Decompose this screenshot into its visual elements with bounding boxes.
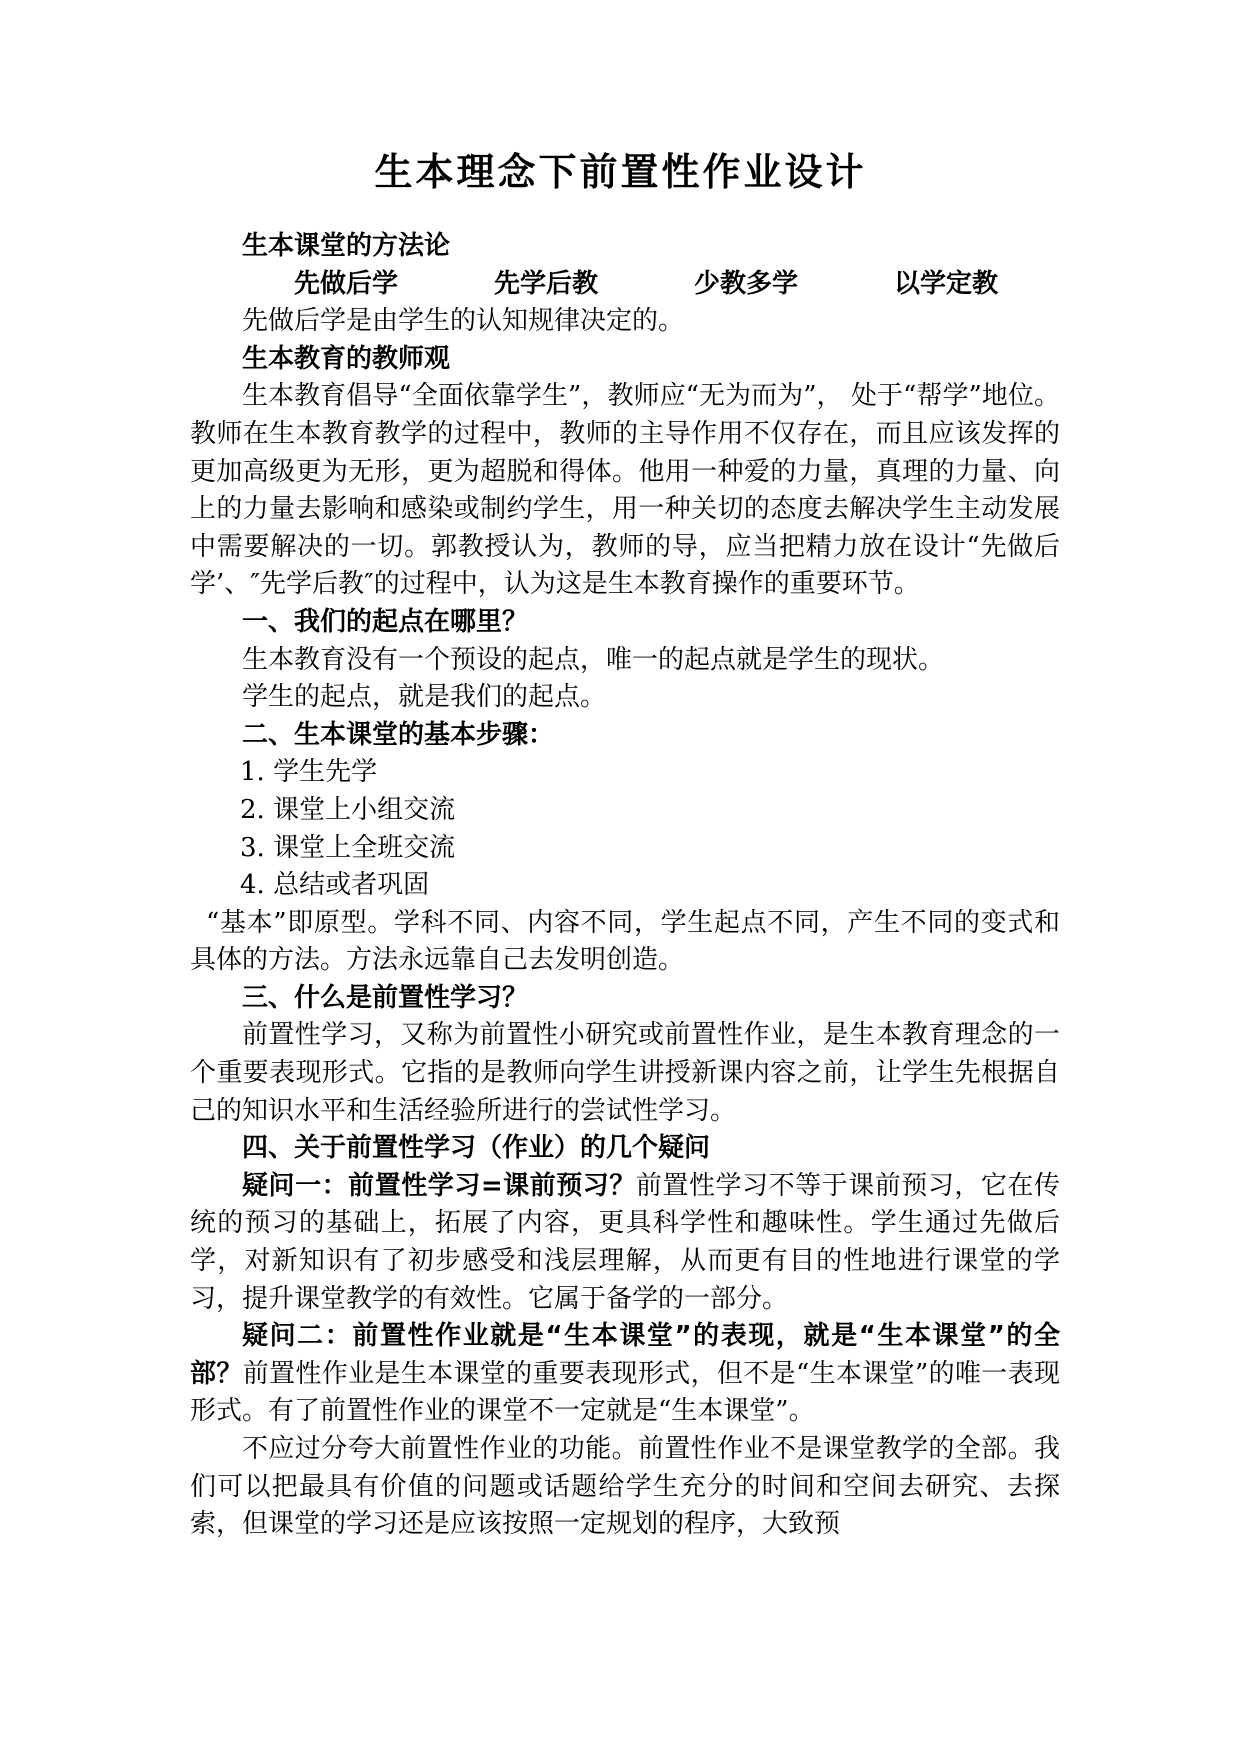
method-item: 先做后学 <box>294 268 399 299</box>
heading-section-2: 二、生本课堂的基本步骤： <box>242 719 555 750</box>
heading-section-1: 一、我们的起点在哪里？ <box>242 606 529 637</box>
method-item: 以学定教 <box>894 268 999 299</box>
question-2-text: 前置性作业是生本课堂的重要表现形式，但不是“生本课堂”的唯一表现形式。有了前置性作业的课堂不一定就是“生本课堂”。 <box>190 1358 1060 1427</box>
document-body <box>190 228 1060 1544</box>
section-1-paragraph: 学生的起点，就是我们的起点。 <box>242 682 607 713</box>
method-item: 先学后教 <box>494 268 599 299</box>
question-1 <box>190 1168 1060 1318</box>
closing-paragraph: 不应过分夸大前置性作业的功能。前置性作业不是课堂教学的全部。我们可以把最具有价值的问题或话题给学生充分的时间和空间去研究、去探索，但课堂的学习还是应该按照一定规划的程序，大致预 <box>190 1434 1060 1540</box>
question-1-text: 前置性学习不等于课前预习，它在传统的预习的基础上，拓展了内容，更具科学性和趣味性。学生通过先做后学，对新知识有了初步感受和浅层理解，从而更有目的性地进行课堂的学习，提升课堂教学的有效性。它属于备学的一部分。 <box>190 1170 1060 1314</box>
section-2-paragraph: “基本”即原型。学科不同、内容不同，学生起点不同，产生不同的变式和具体的方法。方法永远靠自己去发明创造。 <box>190 907 1060 976</box>
step-item: 3. 课堂上全班交流 <box>240 832 456 863</box>
heading-methodology: 生本课堂的方法论 <box>242 231 451 261</box>
teacher-view-paragraph: 生本教育倡导“全面依靠学生”，教师应“无为而为”， 处于“帮学”地位。教师在生本教育教学的过程中，教师的主导作用不仅存在，而且应该发挥的更加高级更为无形，更为超脱和得体。他用一种爱的力量，真理的力量、向上的力量去影响和感染或制约学生，用一种关切的态度去解决学生主动发展中需要解决的一切。郭教授认为，教师的导，应当把精力放在设计“先做后学’、″先学后教″的过程中，认为这是生本教育操作的重要环节。 <box>190 381 1060 600</box>
step-item: 2. 课堂上小组交流 <box>240 794 456 825</box>
question-2-label: 疑问二：前置性作业就是“生本课堂”的表现，就是“生本课堂”的全部？ <box>190 1321 1060 1389</box>
method-item: 少教多学 <box>694 268 799 299</box>
section-1-paragraph: 生本教育没有一个预设的起点，唯一的起点就是学生的现状。 <box>242 644 945 675</box>
question-1-label: 疑问一：前置性学习=课前预习？ <box>242 1170 636 1201</box>
section-3-paragraph: 前置性学习，又称为前置性小研究或前置性作业，是生本教育理念的一个重要表现形式。它指的是教师向学生讲授新课内容之前，让学生先根据自己的知识水平和生活经验所进行的尝试性学习。 <box>190 1020 1060 1126</box>
question-2 <box>190 1318 1060 1431</box>
step-item: 1. 学生先学 <box>240 757 378 788</box>
methods-line <box>190 266 1060 304</box>
heading-section-3: 三、什么是前置性学习？ <box>242 982 529 1013</box>
step-item: 4. 总结或者巩固 <box>240 870 430 901</box>
heading-teacher-view: 生本教育的教师观 <box>242 343 451 374</box>
methodology-note: 先做后学是由学生的认知规律决定的。 <box>242 306 685 337</box>
page-title: 生本理念下前置性作业设计 <box>374 150 867 194</box>
heading-section-4: 四、关于前置性学习（作业）的几个疑问 <box>242 1133 711 1164</box>
